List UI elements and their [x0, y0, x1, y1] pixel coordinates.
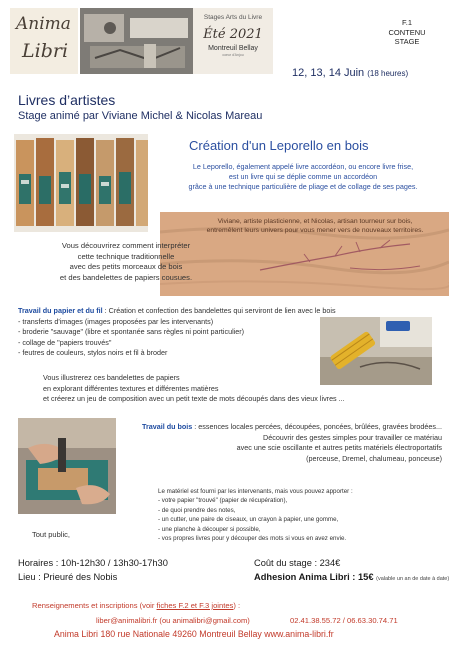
paper-thread-item: - broderie "sauvage" (libre et spontanée sans règles ni point particulier)	[18, 327, 245, 336]
wood-work-line: avec une scie oscillante et autres petits matériels électroportatifs	[236, 443, 442, 452]
material-line: - de quoi prendre des notes,	[158, 506, 236, 514]
exploration-paragraph	[43, 373, 459, 405]
material-line: - vos propres livres pour y découper des mots si vous en avez envie.	[158, 535, 347, 543]
paper-thread-lead: Travail du papier et du fil	[18, 306, 103, 315]
paper-thread-item: - transferts d'images (images proposées par les intervenants)	[18, 316, 214, 326]
intro-line: Le Leporello, également appelé livre accordéon, ou encore livre frise,	[192, 162, 414, 171]
stage-info-box	[193, 8, 273, 74]
registration-info	[32, 601, 240, 610]
artists-line: Viviane, artiste plasticienne, et Nicolas, artisan tourneur sur bois,	[217, 218, 413, 225]
wood-work-lead: Travail du bois	[141, 422, 193, 431]
registration-link[interactable]: fiches F.2 et F.3 jointes	[156, 601, 234, 610]
wood-work-heading	[58, 422, 442, 433]
workshop-title: Création d'un Leporello en bois	[189, 138, 369, 153]
sheet-reference	[372, 18, 442, 47]
intro-line: est un livre qui se déplie comme un accordéon	[228, 172, 378, 181]
contact-address: Anima Libri 180 rue Nationale 49260 Montreuil Bellay www.anima-libri.fr	[54, 629, 334, 639]
region-label: coeur d'Anjou	[222, 53, 244, 57]
location: Lieu : Prieuré des Nobis	[18, 572, 118, 582]
wood-work-section	[58, 422, 442, 464]
paper-thread-text: : Création et confection des bandelettes qui serviront de lien avec le bois	[102, 306, 336, 315]
technique-line: avec des petits morceaux de bois	[69, 262, 183, 271]
logo	[10, 8, 78, 74]
logo-line-2: Libri	[22, 40, 69, 62]
contact-phone[interactable]: 02.41.38.55.72 / 06.63.30.74.71	[290, 616, 398, 625]
membership-fee	[254, 572, 449, 582]
header-workshop-photo	[80, 8, 193, 74]
wood-work-text: : essences locales percées, découpées, poncées, brûlées, gravées brodées...	[192, 422, 442, 431]
contact-email[interactable]: liber@animalibri.fr (ou animalibri@gmail.com)	[96, 616, 250, 625]
artists-line: entremêlent leurs univers pour vous mener vers de nouveaux territoires.	[206, 227, 424, 234]
audience-label: Tout public,	[32, 530, 70, 539]
logo-line-1: Anima	[16, 14, 71, 34]
registration-text-end: ) :	[233, 601, 241, 610]
membership-fee-note: (valable un an de date à date)	[376, 576, 450, 582]
sheet-ref-line: F.1	[401, 18, 412, 27]
material-line: - une planche à découper si possible,	[158, 525, 261, 533]
paper-thread-heading	[18, 306, 448, 317]
schedule: Horaires : 10h-12h30 / 13h30-17h30	[18, 558, 168, 568]
intro-line: grâce à une technique particulière de pliage et de collage de ses pages.	[188, 182, 418, 191]
exploration-line: et créerez un jeu de composition avec un petit texte de mots découpés dans des vieux livres ...	[43, 394, 345, 403]
sheet-ref-line: CONTENU	[388, 27, 426, 37]
membership-fee-text: Adhesion Anima Libri : 15€	[254, 572, 374, 582]
technique-line: cette technique traditionnelle	[77, 251, 175, 261]
sheet-ref-line: STAGE	[394, 37, 420, 46]
stage-cost: Coût du stage : 234€	[254, 558, 341, 568]
artists-presentation	[182, 217, 448, 235]
wood-work-line: (perceuse, Dremel, chalumeau, ponceuse)	[306, 453, 442, 463]
technique-line: Vous découvrirez comment interpréter	[61, 241, 191, 250]
page-title: Livres d’artistes	[18, 92, 116, 108]
place-label: Montreuil Bellay	[208, 45, 258, 52]
paper-thread-item: - feutres de couleurs, stylos noirs et fil à broder	[18, 348, 168, 357]
exploration-line: en explorant différentes textures et différentes matières	[43, 383, 219, 393]
material-list	[158, 487, 448, 543]
stage-dates	[292, 67, 408, 79]
dates-text: 12, 13, 14 Juin	[292, 67, 365, 79]
material-line: - un cutter, une paire de ciseaux, un crayon à papier, une gomme,	[158, 516, 339, 524]
season-label: Été 2021	[203, 27, 263, 42]
technique-description	[30, 241, 222, 283]
stages-label: Stages Arts du Livre	[203, 14, 263, 21]
technique-line: et des bandelettes de papiers cousues.	[59, 272, 193, 282]
page-subtitle: Stage animé par Viviane Michel & Nicolas Mareau	[18, 110, 263, 122]
exploration-line: Vous illustrerez ces bandelettes de papiers	[43, 373, 180, 382]
paper-thread-item: - collage de "papiers trouvés"	[18, 337, 112, 347]
leporello-photo	[14, 134, 148, 232]
material-line: Le matériel est fourni par les intervenants, mais vous pouvez apporter :	[158, 488, 353, 495]
dates-note: (18 heures)	[367, 69, 409, 78]
registration-text: Renseignements et inscriptions (voir	[32, 601, 157, 610]
wood-work-line: Découvrir des gestes simples pour travailler ce matériau	[263, 432, 442, 442]
intro-paragraph	[150, 162, 456, 192]
material-line: - votre papier "trouvé" (papier de récupération),	[158, 497, 288, 505]
